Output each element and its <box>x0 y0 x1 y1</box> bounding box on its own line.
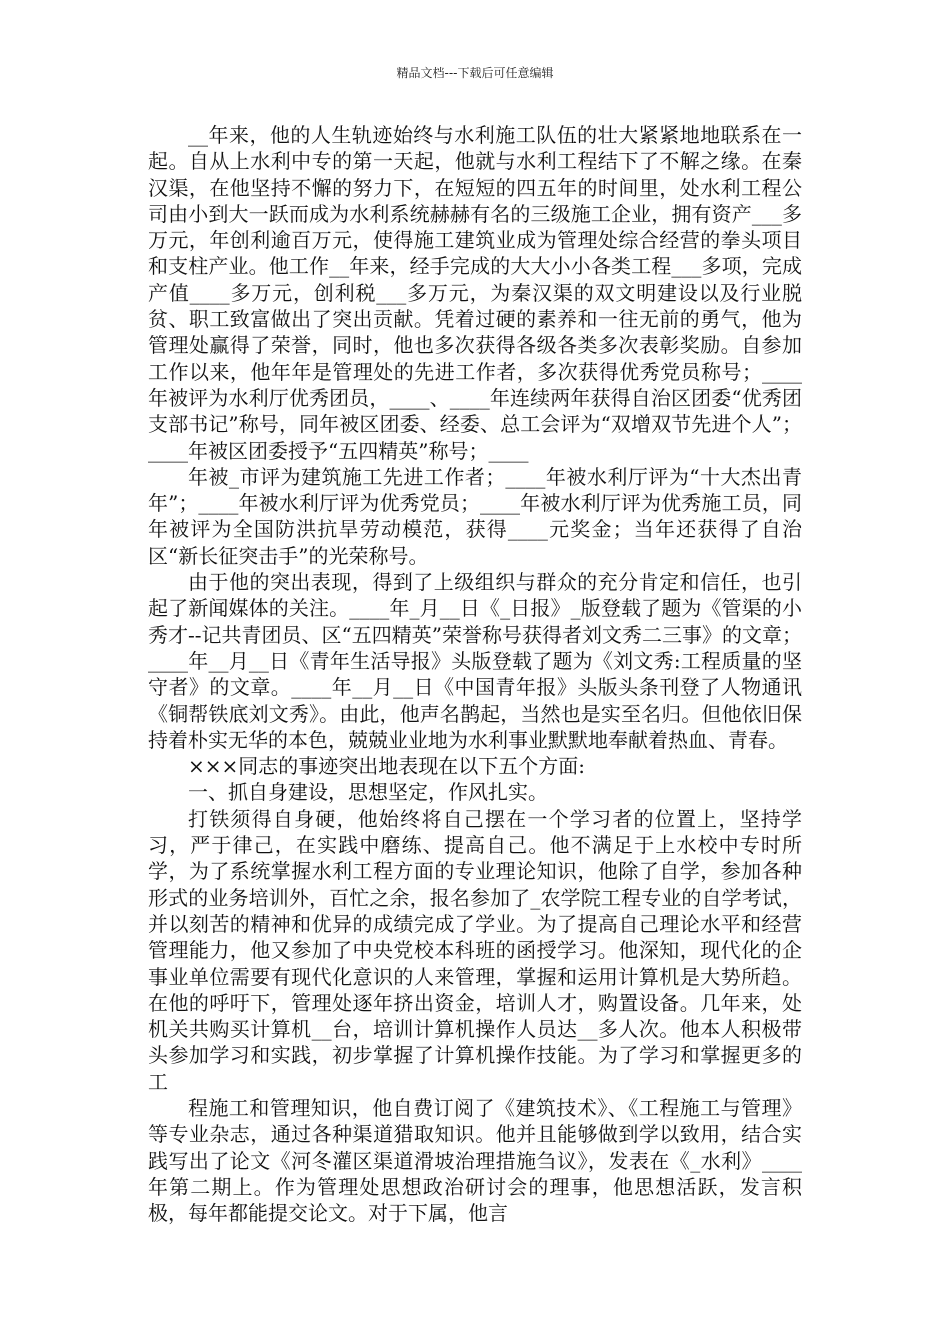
paragraph: __年来，他的人生轨迹始终与水利施工队伍的壮大紧紧地地联系在一起。自从上水利中专的第一天起，他就与水利工程结下了不解之缘。在秦汉渠，在他坚持不懈的努力下，在短短的四五年的时间里，处水利工程公司由小到大一跃而成为水利系统赫赫有名的三级施工企业，拥有资产___多万元，年创利逾百万元，使得施工建筑业成为管理处综合经营的拳头项目和支柱产业。他工作__年来，经手完成的大大小小各类工程___多项，完成产值____多万元，创利税___多万元，为秦汉渠的双文明建设以及行业脱贫、职工致富做出了突出贡献。凭着过硬的素养和一往无前的勇气，他为管理处赢得了荣誉，同时，他也多次获得各级各类多次表彰奖励。自参加工作以来，他年年是管理处的先进工作者，多次获得优秀党员称号；____年被评为水利厅优秀团员，____、____年连续两年获得自治区团委“优秀团支部书记”称号，同年被区团委、经委、总工会评为“双增双节先进个人”；____年被区团委授予“五四精英”称号；____ <box>148 123 802 463</box>
paragraph: 程施工和管理知识，他自费订阅了《建筑技术》、《工程施工与管理》等专业杂志，通过各种渠道猎取知识。他并且能够做到学以致用，结合实践写出了论文《河冬灌区渠道滑坡治理措施刍议》，发表在《_水利》____年第二期上。作为管理处思想政治研讨会的理事，他思想活跃，发言积极，每年都能提交论文。对于下属，他言 <box>148 1095 802 1226</box>
paragraph: 由于他的突出表现，得到了上级组织与群众的充分肯定和信任，也引起了新闻媒体的关注。____年_月__日《_日报》_版登载了题为《管渠的小秀才--记共青团员、区“五四精英”荣誉称号获得者刘文秀二三事》的文章；____年__月__日《青年生活导报》头版登载了题为《刘文秀:工程质量的坚守者》的文章。____年__月__日《中国青年报》头版头条刊登了人物通讯《铜帮铁底刘文秀》。由此，他声名鹊起，当然也是实至名归。但他依旧保持着朴实无华的本色，兢兢业业地为水利事业默默地奉献着热血、青春。 <box>148 570 802 752</box>
paragraph: 年被_市评为建筑施工先进工作者；____年被水利厅评为“十大杰出青年”；____年被水利厅评为优秀党员；____年被水利厅评为优秀施工员，同年被评为全国防洪抗旱劳动模范，获得____元奖金；当年还获得了自治区“新长征突击手”的光荣称号。 <box>148 464 802 568</box>
paragraph: ×××同志的事迹突出地表现在以下五个方面: <box>188 754 586 779</box>
document-body <box>148 122 802 1226</box>
page-header: 精品文档---下载后可任意编辑 <box>396 66 554 80</box>
paragraph: 打铁须得自身硬，他始终将自己摆在一个学习者的位置上，坚持学习，严于律己，在实践中磨练、提高自己。他不满足于上水校中专时所学，为了系统掌握水利工程方面的专业理论知识，他除了自学，参加各种形式的业务培训外，百忙之余，报名参加了_农学院工程专业的自学考试，并以刻苦的精神和优异的成绩完成了学业。为了提高自己理论水平和经营管理能力，他又参加了中央党校本科班的函授学习。他深知，现代化的企事业单位需要有现代化意识的人来管理，掌握和运用计算机是大势所趋。在他的呼吁下，管理处逐年挤出资金，培训人才，购置设备。几年来，处机关共购买计算机__台，培训计算机操作人员达__多人次。他本人积极带头参加学习和实践，初步掌握了计算机操作技能。为了学习和掌握更多的工 <box>148 806 802 1094</box>
section-heading: 一、抓自身建设，思想坚定，作风扎实。 <box>188 780 548 805</box>
